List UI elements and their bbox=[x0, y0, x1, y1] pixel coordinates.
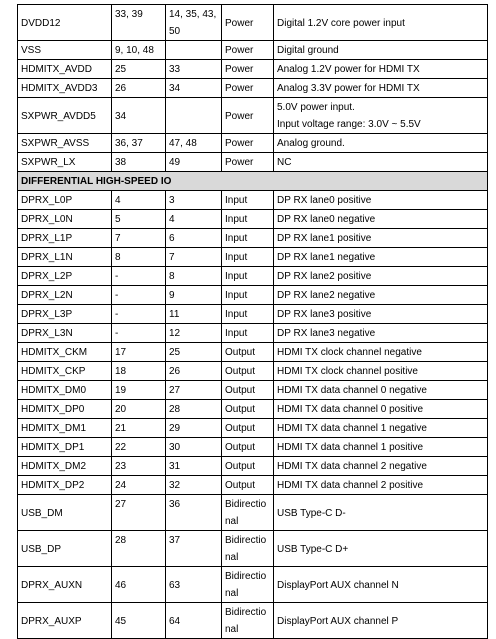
pin-description: HDMI TX data channel 0 negative bbox=[274, 381, 488, 400]
pin-number-b: 6 bbox=[166, 229, 222, 248]
pin-name: SXPWR_AVSS bbox=[18, 134, 112, 153]
pin-name: SXPWR_LX bbox=[18, 153, 112, 172]
pin-description: Analog 3.3V power for HDMI TX bbox=[274, 79, 488, 98]
table-row bbox=[18, 134, 488, 153]
pin-description-line-1: 5.0V power input. bbox=[277, 102, 355, 113]
pin-name: DPRX_AUXN bbox=[18, 567, 112, 603]
pin-type: Input bbox=[222, 286, 274, 305]
pin-number-b: 47, 48 bbox=[166, 134, 222, 153]
pin-description: HDMI TX data channel 0 positive bbox=[274, 400, 488, 419]
pin-name: HDMITX_DM1 bbox=[18, 419, 112, 438]
pin-description: Digital 1.2V core power input bbox=[274, 5, 488, 41]
pin-number-a: 33, 39 bbox=[112, 5, 166, 41]
pin-type: Input bbox=[222, 210, 274, 229]
pin-number-b: 31 bbox=[166, 457, 222, 476]
pin-number-b: 64 bbox=[166, 603, 222, 639]
pin-number-b: 37 bbox=[166, 531, 222, 567]
pin-number-b: 11 bbox=[166, 305, 222, 324]
pin-type: Bidirectional bbox=[222, 531, 274, 567]
pin-type: Output bbox=[222, 343, 274, 362]
pin-description: DP RX lane1 positive bbox=[274, 229, 488, 248]
pin-name: HDMITX_DP2 bbox=[18, 476, 112, 495]
pin-type: Power bbox=[222, 5, 274, 41]
pin-number-b: 34 bbox=[166, 79, 222, 98]
table-row bbox=[18, 153, 488, 172]
pin-type: Input bbox=[222, 191, 274, 210]
pin-number-a: - bbox=[112, 305, 166, 324]
table-row bbox=[18, 286, 488, 305]
pin-number-a: 26 bbox=[112, 79, 166, 98]
pin-description: Digital ground bbox=[274, 41, 488, 60]
pin-number-a: 9, 10, 48 bbox=[112, 41, 166, 60]
pin-description: HDMI TX data channel 1 negative bbox=[274, 419, 488, 438]
pin-number-a: 4 bbox=[112, 191, 166, 210]
table-row bbox=[18, 457, 488, 476]
table-row bbox=[18, 191, 488, 210]
pin-description: USB Type-C D+ bbox=[274, 531, 488, 567]
table-row bbox=[18, 531, 488, 567]
section-header-row bbox=[18, 172, 488, 191]
table-row bbox=[18, 210, 488, 229]
pin-type: Output bbox=[222, 438, 274, 457]
pin-number-b: 63 bbox=[166, 567, 222, 603]
pin-number-a: 34 bbox=[112, 98, 166, 134]
pin-name: HDMITX_CKM bbox=[18, 343, 112, 362]
pin-number-a: 20 bbox=[112, 400, 166, 419]
pin-number-a: 38 bbox=[112, 153, 166, 172]
pin-number-b: 33 bbox=[166, 60, 222, 79]
pin-number-a: 27 bbox=[112, 495, 166, 531]
pin-number-b: 36 bbox=[166, 495, 222, 531]
pin-name: HDMITX_CKP bbox=[18, 362, 112, 381]
pin-number-b: 25 bbox=[166, 343, 222, 362]
pin-description: DisplayPort AUX channel P bbox=[274, 603, 488, 639]
pin-name: USB_DP bbox=[18, 531, 112, 567]
table-row bbox=[18, 603, 488, 639]
pin-name: DVDD12 bbox=[18, 5, 112, 41]
pin-number-b: 3 bbox=[166, 191, 222, 210]
pin-number-a: - bbox=[112, 324, 166, 343]
pin-number-a: 28 bbox=[112, 531, 166, 567]
pin-number-a: 19 bbox=[112, 381, 166, 400]
table-row bbox=[18, 41, 488, 60]
pin-number-a: 22 bbox=[112, 438, 166, 457]
pin-number-a: 17 bbox=[112, 343, 166, 362]
pin-name: SXPWR_AVDD5 bbox=[18, 98, 112, 134]
table-row bbox=[18, 495, 488, 531]
pin-type: Bidirectional bbox=[222, 567, 274, 603]
pin-name: HDMITX_DM2 bbox=[18, 457, 112, 476]
pin-name: HDMITX_AVDD3 bbox=[18, 79, 112, 98]
pin-type: Input bbox=[222, 305, 274, 324]
pin-description: HDMI TX data channel 2 positive bbox=[274, 476, 488, 495]
pin-type: Output bbox=[222, 381, 274, 400]
pin-type: Output bbox=[222, 419, 274, 438]
table-row bbox=[18, 305, 488, 324]
pin-type: Power bbox=[222, 153, 274, 172]
pin-type: Power bbox=[222, 41, 274, 60]
pin-number-b: 27 bbox=[166, 381, 222, 400]
pin-number-a: 24 bbox=[112, 476, 166, 495]
pin-description: DP RX lane2 negative bbox=[274, 286, 488, 305]
pin-name: VSS bbox=[18, 41, 112, 60]
pin-description: DP RX lane3 negative bbox=[274, 324, 488, 343]
pin-number-a: 23 bbox=[112, 457, 166, 476]
table-row bbox=[18, 567, 488, 603]
table-row bbox=[18, 381, 488, 400]
pin-number-a: 45 bbox=[112, 603, 166, 639]
pin-name: DPRX_L3N bbox=[18, 324, 112, 343]
pin-description: DP RX lane0 negative bbox=[274, 210, 488, 229]
pin-number-a: 8 bbox=[112, 248, 166, 267]
pin-type: Power bbox=[222, 134, 274, 153]
pin-number-b bbox=[166, 41, 222, 60]
pin-description: Analog 1.2V power for HDMI TX bbox=[274, 60, 488, 79]
pin-description: NC bbox=[274, 153, 488, 172]
pin-number-b: 9 bbox=[166, 286, 222, 305]
pin-number-b: 12 bbox=[166, 324, 222, 343]
pin-number-b: 7 bbox=[166, 248, 222, 267]
pin-name: HDMITX_DP0 bbox=[18, 400, 112, 419]
pin-description: HDMI TX clock channel positive bbox=[274, 362, 488, 381]
pin-name: DPRX_AUXP bbox=[18, 603, 112, 639]
pin-description: HDMI TX data channel 2 negative bbox=[274, 457, 488, 476]
pin-type: Output bbox=[222, 476, 274, 495]
pin-name: DPRX_L2N bbox=[18, 286, 112, 305]
table-row bbox=[18, 476, 488, 495]
pin-number-b: 29 bbox=[166, 419, 222, 438]
pin-table-body bbox=[18, 5, 488, 639]
pin-number-a: 21 bbox=[112, 419, 166, 438]
pin-name: HDMITX_DM0 bbox=[18, 381, 112, 400]
table-row bbox=[18, 343, 488, 362]
table-row bbox=[18, 438, 488, 457]
pin-description-table bbox=[17, 4, 488, 639]
pin-number-a: 36, 37 bbox=[112, 134, 166, 153]
pin-number-b: 8 bbox=[166, 267, 222, 286]
pin-name: DPRX_L0P bbox=[18, 191, 112, 210]
pin-description bbox=[274, 98, 488, 134]
pin-number-a: 25 bbox=[112, 60, 166, 79]
pin-number-b: 49 bbox=[166, 153, 222, 172]
pin-description: USB Type-C D- bbox=[274, 495, 488, 531]
pin-name: HDMITX_AVDD bbox=[18, 60, 112, 79]
section-title: DIFFERENTIAL HIGH-SPEED IO bbox=[18, 172, 488, 191]
pin-type: Input bbox=[222, 248, 274, 267]
table-row bbox=[18, 98, 488, 134]
pin-type: Input bbox=[222, 229, 274, 248]
table-row bbox=[18, 79, 488, 98]
pin-name: DPRX_L3P bbox=[18, 305, 112, 324]
pin-number-b: 32 bbox=[166, 476, 222, 495]
pin-type: Output bbox=[222, 400, 274, 419]
pin-number-a: 46 bbox=[112, 567, 166, 603]
pin-type: Output bbox=[222, 457, 274, 476]
pin-number-b: 4 bbox=[166, 210, 222, 229]
table-row bbox=[18, 400, 488, 419]
table-row bbox=[18, 229, 488, 248]
pin-number-b: 30 bbox=[166, 438, 222, 457]
table-row bbox=[18, 324, 488, 343]
pin-number-b: 14, 35, 43, 50 bbox=[166, 5, 222, 41]
pin-number-b: 26 bbox=[166, 362, 222, 381]
pin-description: DP RX lane3 positive bbox=[274, 305, 488, 324]
pin-name: USB_DM bbox=[18, 495, 112, 531]
pin-description: DP RX lane2 positive bbox=[274, 267, 488, 286]
pin-number-a: 18 bbox=[112, 362, 166, 381]
pin-type: Bidirectional bbox=[222, 603, 274, 639]
pin-type: Output bbox=[222, 362, 274, 381]
pin-description: HDMI TX clock channel negative bbox=[274, 343, 488, 362]
table-row bbox=[18, 362, 488, 381]
table-row bbox=[18, 267, 488, 286]
pin-type: Power bbox=[222, 98, 274, 134]
pin-number-a: 5 bbox=[112, 210, 166, 229]
pin-name: DPRX_L2P bbox=[18, 267, 112, 286]
pin-description: DisplayPort AUX channel N bbox=[274, 567, 488, 603]
pin-description: DP RX lane0 positive bbox=[274, 191, 488, 210]
pin-name: DPRX_L0N bbox=[18, 210, 112, 229]
table-row bbox=[18, 5, 488, 41]
pin-name: DPRX_L1N bbox=[18, 248, 112, 267]
pin-name: HDMITX_DP1 bbox=[18, 438, 112, 457]
pin-number-b: 28 bbox=[166, 400, 222, 419]
pin-description-line-2: Input voltage range: 3.0V ~ 5.5V bbox=[277, 119, 421, 130]
pin-type: Input bbox=[222, 324, 274, 343]
pin-type: Power bbox=[222, 60, 274, 79]
pin-description: Analog ground. bbox=[274, 134, 488, 153]
table-row bbox=[18, 248, 488, 267]
pin-type: Bidirectional bbox=[222, 495, 274, 531]
pin-description: DP RX lane1 negative bbox=[274, 248, 488, 267]
pin-number-a: - bbox=[112, 286, 166, 305]
table-row bbox=[18, 419, 488, 438]
table-row bbox=[18, 60, 488, 79]
pin-name: DPRX_L1P bbox=[18, 229, 112, 248]
pin-type: Power bbox=[222, 79, 274, 98]
pin-number-b bbox=[166, 98, 222, 134]
pin-number-a: 7 bbox=[112, 229, 166, 248]
pin-number-a: - bbox=[112, 267, 166, 286]
pin-description: HDMI TX data channel 1 positive bbox=[274, 438, 488, 457]
pin-type: Input bbox=[222, 267, 274, 286]
